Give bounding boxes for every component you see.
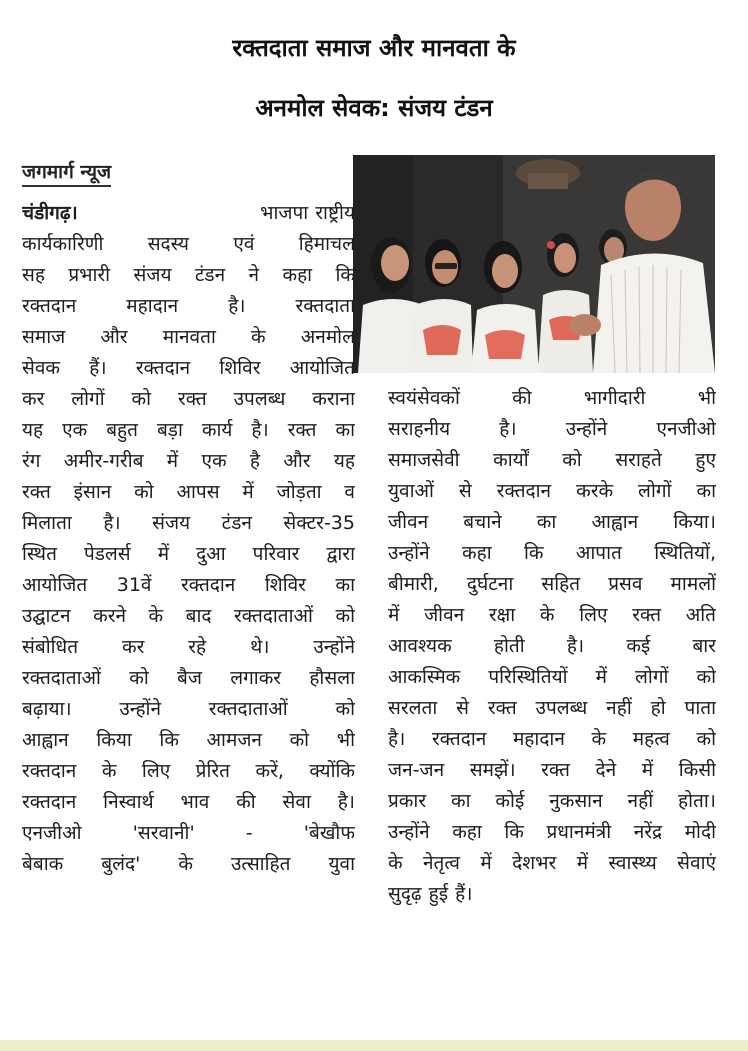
- news-photo-illustration: [353, 155, 715, 373]
- article-line: बढ़ाया। उन्होंने रक्तदाताओं को: [22, 698, 355, 720]
- article-line: एनजीओ 'सरवानी' - 'बेखौफ: [22, 822, 355, 844]
- article-line: सराहनीय है। उन्होंने एनजीओ: [388, 418, 716, 440]
- article-line: आवश्यक होती है। कई बार: [388, 635, 716, 657]
- article-line: बीमारी, दुर्घटना सहित प्रसव मामलों: [388, 573, 716, 595]
- article-line: रक्तदाताओं को बैज लगाकर हौसला: [22, 667, 355, 689]
- article-line: रंग अमीर-गरीब में एक है और यह: [22, 450, 355, 472]
- article-line: यह एक बहुत बड़ा कार्य है। रक्त का: [22, 419, 355, 441]
- article-line: रक्तदान के लिए प्रेरित करें, क्योंकि: [22, 760, 355, 782]
- article-right-column: [388, 383, 716, 910]
- bottom-strip: [0, 1040, 748, 1051]
- article-line: के नेतृत्व में देशभर में स्वास्थ्य सेवाएं: [388, 852, 716, 874]
- article-line: सुदृढ़ हुई हैं।: [388, 883, 473, 905]
- article-line: आयोजित 31वें रक्तदान शिविर का: [22, 574, 355, 596]
- article-line: रक्तदान महादान है। रक्तदाता: [22, 295, 355, 317]
- article-line: सह प्रभारी संजय टंडन ने कहा कि: [22, 264, 355, 286]
- article-line: जन-जन समझें। रक्त देने में किसी: [388, 759, 716, 781]
- article-line: स्वयंसेवकों की भागीदारी भी: [388, 387, 716, 409]
- article-line: स्थित पेडलर्स में दुआ परिवार द्वारा: [22, 543, 355, 565]
- article-line: आह्वान किया कि आमजन को भी: [22, 729, 355, 751]
- headline-line-1: रक्तदाता समाज और मानवता के: [232, 34, 516, 62]
- article-line: उद्घाटन करने के बाद रक्तदाताओं को: [22, 605, 355, 627]
- news-photo: [353, 155, 715, 373]
- article-line: भाजपा राष्ट्रीय: [260, 202, 355, 224]
- article-left-column: [22, 198, 355, 880]
- dateline: चंडीगढ़।: [22, 202, 78, 224]
- article-line: है। रक्तदान महादान के महत्व को: [388, 728, 716, 750]
- article-line: आकस्मिक परिस्थितियों में लोगों को: [388, 666, 716, 688]
- article-line: बेबाक बुलंद' के उत्साहित युवा: [22, 853, 355, 875]
- article-line: संबोधित कर रहे थे। उन्होंने: [22, 636, 355, 658]
- article-line: मिलाता है। संजय टंडन सेक्टर-35: [22, 512, 355, 534]
- article-line: में जीवन रक्षा के लिए रक्त अति: [388, 604, 716, 626]
- article-line: प्रकार का कोई नुकसान नहीं होता।: [388, 790, 716, 812]
- article-line: जीवन बचाने का आह्वान किया।: [388, 511, 716, 533]
- article-line: उन्होंने कहा कि आपात स्थितियों,: [388, 542, 716, 564]
- article-first-line: [22, 198, 355, 229]
- article-line: युवाओं से रक्तदान करके लोगों का: [388, 480, 716, 502]
- article-line: रक्त इंसान को आपस में जोड़ता व: [22, 481, 355, 503]
- byline: जगमार्ग न्यूज: [22, 158, 111, 187]
- article-line: उन्होंने कहा कि प्रधानमंत्री नरेंद्र मोदी: [388, 821, 716, 843]
- article-line: समाज और मानवता के अनमोल: [22, 326, 355, 348]
- article-line: सरलता से रक्त उपलब्ध नहीं हो पाता: [388, 697, 716, 719]
- article-line: समाजसेवी कार्यों को सराहते हुए: [388, 449, 716, 471]
- article-line: कार्यकारिणी सदस्य एवं हिमाचल: [22, 233, 355, 255]
- article-line: रक्तदान निस्वार्थ भाव की सेवा है।: [22, 791, 355, 813]
- headline: [0, 18, 748, 138]
- article-line: कर लोगों को रक्त उपलब्ध कराना: [22, 388, 355, 410]
- headline-line-2: अनमोल सेवक: संजय टंडन: [255, 94, 493, 122]
- article-line: सेवक हैं। रक्तदान शिविर आयोजित: [22, 357, 355, 379]
